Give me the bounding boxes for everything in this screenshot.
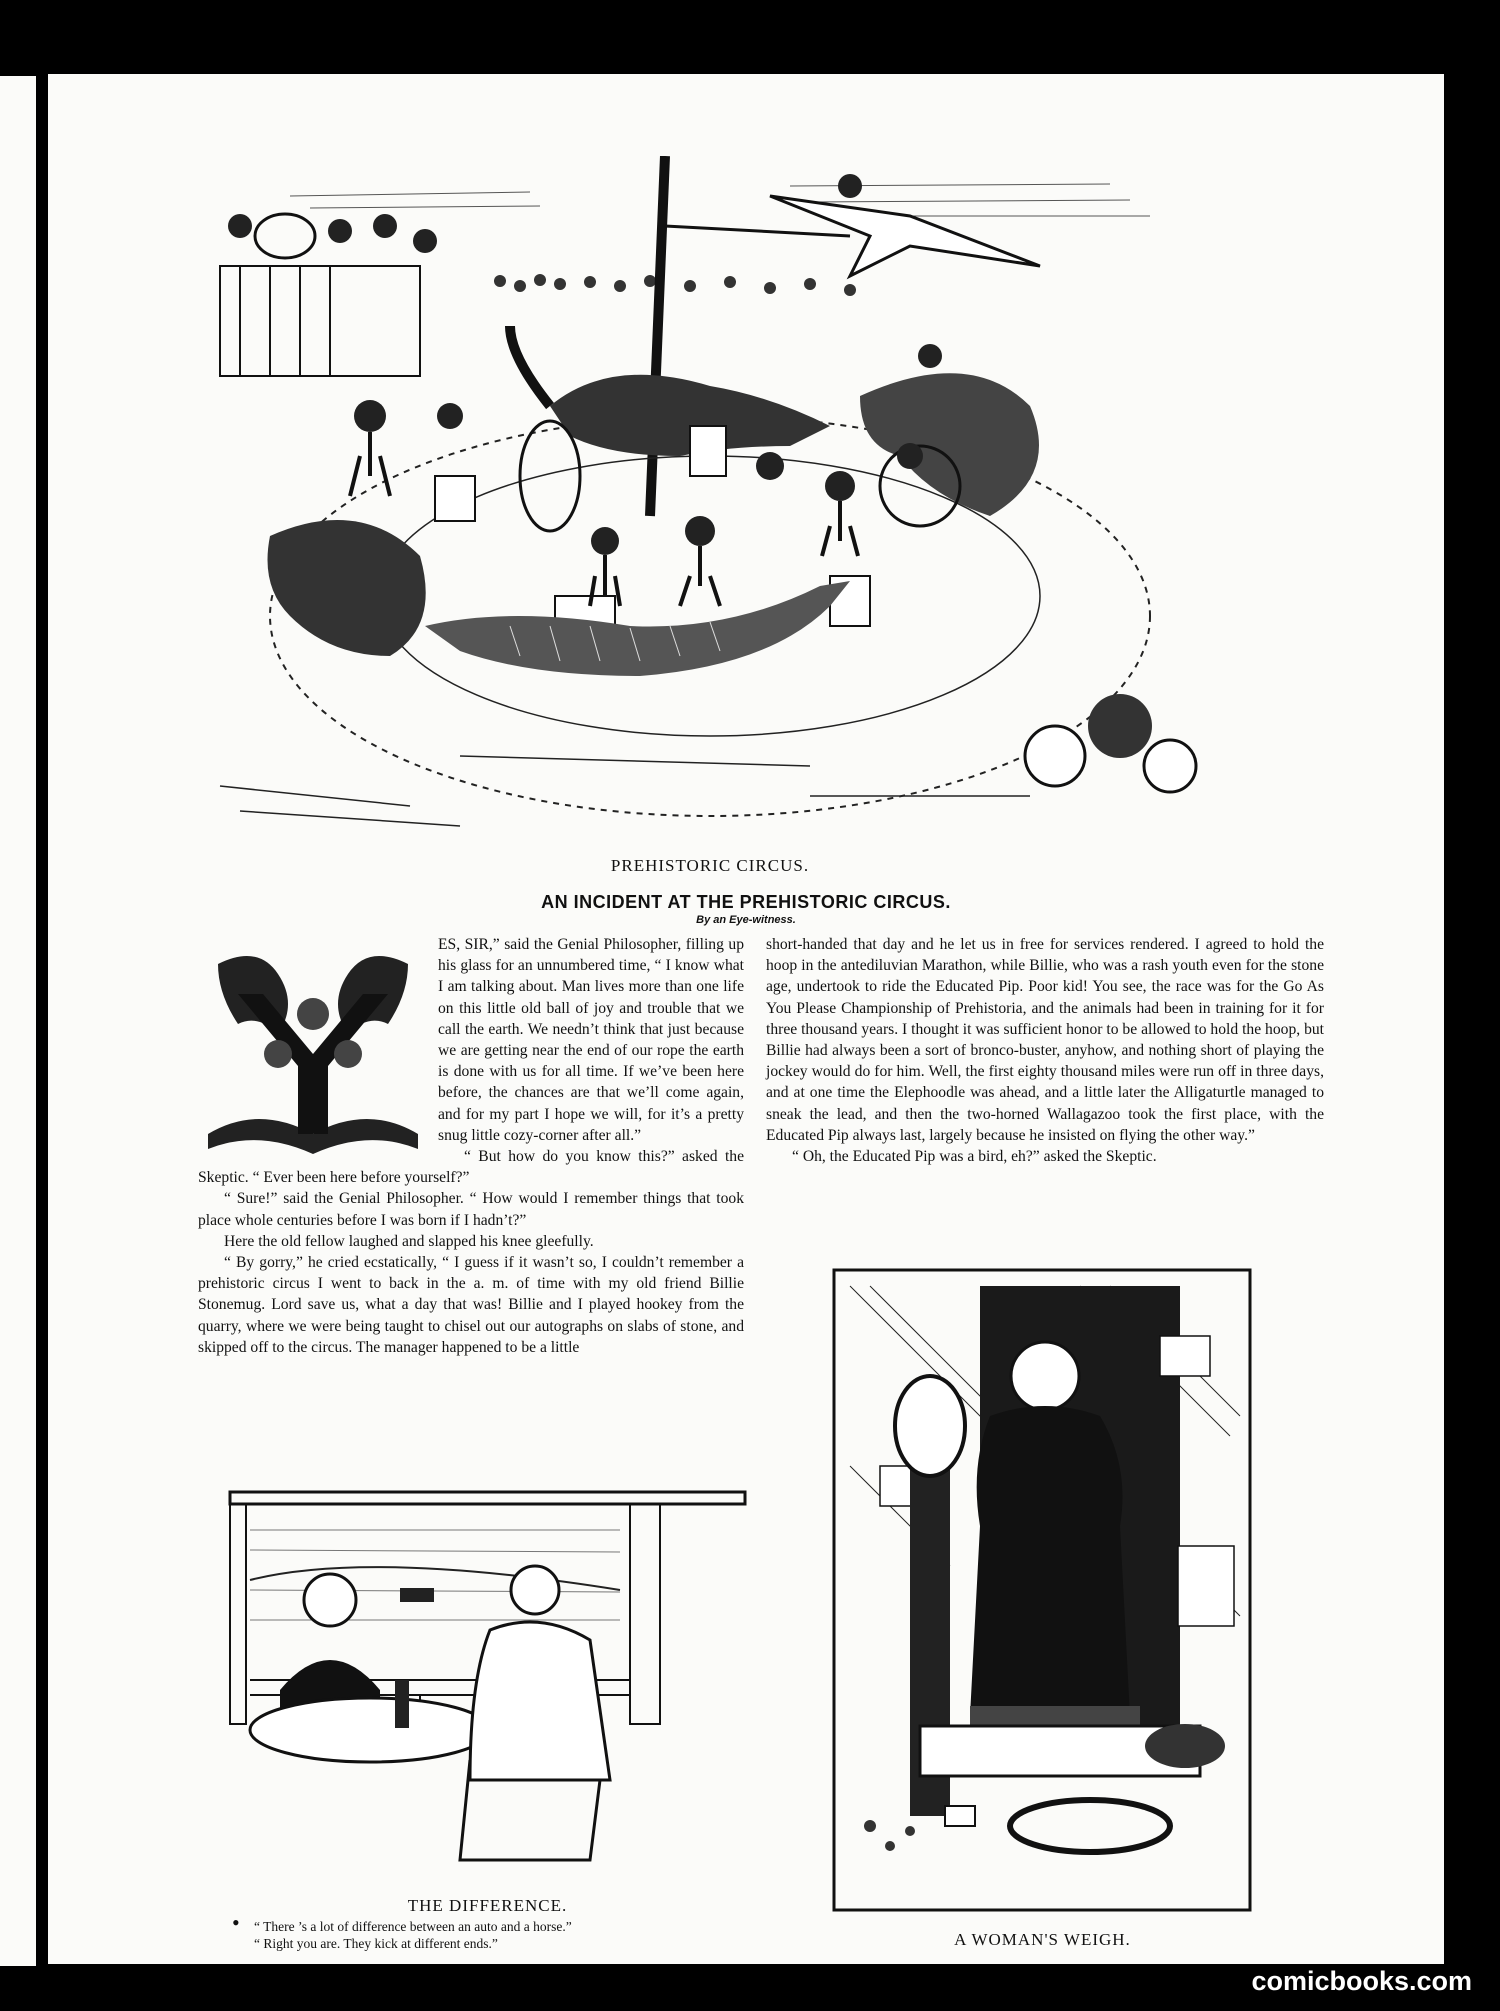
magazine-page — [48, 74, 1444, 1964]
dropcap-letter: Y — [313, 1134, 314, 1135]
watermark: comicbooks.com — [1251, 1966, 1472, 1996]
womans-weigh-illustration — [830, 1266, 1255, 1914]
paragraph: ES, SIR,” said the Genial Philosopher, filling up his glass for an unnumbered time, “ I know what I am talking about. Man lives more than one life on this little old ball of joy and trouble that we call the earth. We needn’t think that just because we are getting near the end of our rope the earth is done with us for all time. If we’ve been here before, the chances are that we’ll come again, and for my part I hope we will, for it’s a pretty snug little cozy-corner after all.” — [438, 936, 744, 1144]
paragraph: “ Oh, the Educated Pip was a bird, eh?” asked the Skeptic. — [792, 1148, 1157, 1166]
paragraph: Here the old fellow laughed and slapped his knee gleefully. — [224, 1232, 594, 1250]
paragraph: short-handed that day and he let us in free for services rendered. I agreed to hold the hoop in the antediluvian Marathon, while Billie, who was a rash youth even for the stone age, undertook to ride the Educated Pip. Poor kid! You see, the race was for the Go As You Please Championship of Prehistoria, and the animals had been in training for it for three thousand years. I thought it was sufficient honor to be allowed to hold the hoop, but Billie had always been a sort of bronco-buster, anyhow, and nothing short of playing the jockey would do for him. Well, the first eighty thousand miles were run off in three days, and at one time the Elephoodle was ahead, and a little later the Alligaturtle managed to sneak the lead, and then the two-horned Wallagazoo took the first place, with the Educated Pip always last, largely because he insisted on flying the other way.” — [766, 936, 1324, 1144]
article-title: AN INCIDENT AT THE PREHISTORIC CIRCUS. — [541, 892, 951, 912]
the-difference-illustration — [210, 1480, 765, 1898]
difference-quote-line-1: “ There ’s a lot of difference between an auto and a horse.” — [254, 1919, 572, 1934]
paragraph: “ But how do you know this?” asked the Skeptic. “ Ever been here before yourself?” — [198, 1148, 744, 1187]
dropcap-y-ornament — [198, 934, 428, 1164]
previous-page-edge — [0, 76, 36, 1966]
prehistoric-circus-illustration — [210, 156, 1210, 846]
weigh-caption: A WOMAN'S WEIGH. — [954, 1930, 1131, 1949]
paragraph: “ By gorry,” he cried ecstatically, “ I guess if it wasn’t so, I couldn’t remember a prehistoric circus I went to back in the a. m. of time with my old friend Billie Stonemug. Lord save us, what a day that was! Billie and I played hookey from the quarry, where we were being taught to chisel out our autographs on slabs of stone, and skipped off to the circus. The manager happened to be a little — [198, 1254, 744, 1356]
article-column-left — [198, 934, 744, 1358]
page-ornament: • — [232, 1910, 240, 1935]
difference-caption: THE DIFFERENCE. — [407, 1896, 568, 1915]
circus-caption: PREHISTORIC CIRCUS. — [610, 856, 810, 875]
article-column-right — [766, 934, 1324, 1167]
woman-on-scale-drawing — [830, 1266, 1255, 1914]
difference-quote-line-2: “ Right you are. They kick at different ends.” — [254, 1936, 498, 1951]
prehistoric-circus-drawing — [210, 156, 1210, 846]
paragraph: “ Sure!” said the Genial Philosopher. “ How would I remember things that took place whole centuries before I was born if I hadn’t?” — [198, 1190, 744, 1229]
thistle-ornament-icon — [198, 934, 428, 1164]
article-byline: By an Eye-witness. — [696, 914, 796, 926]
men-at-table-drawing — [210, 1480, 765, 1898]
